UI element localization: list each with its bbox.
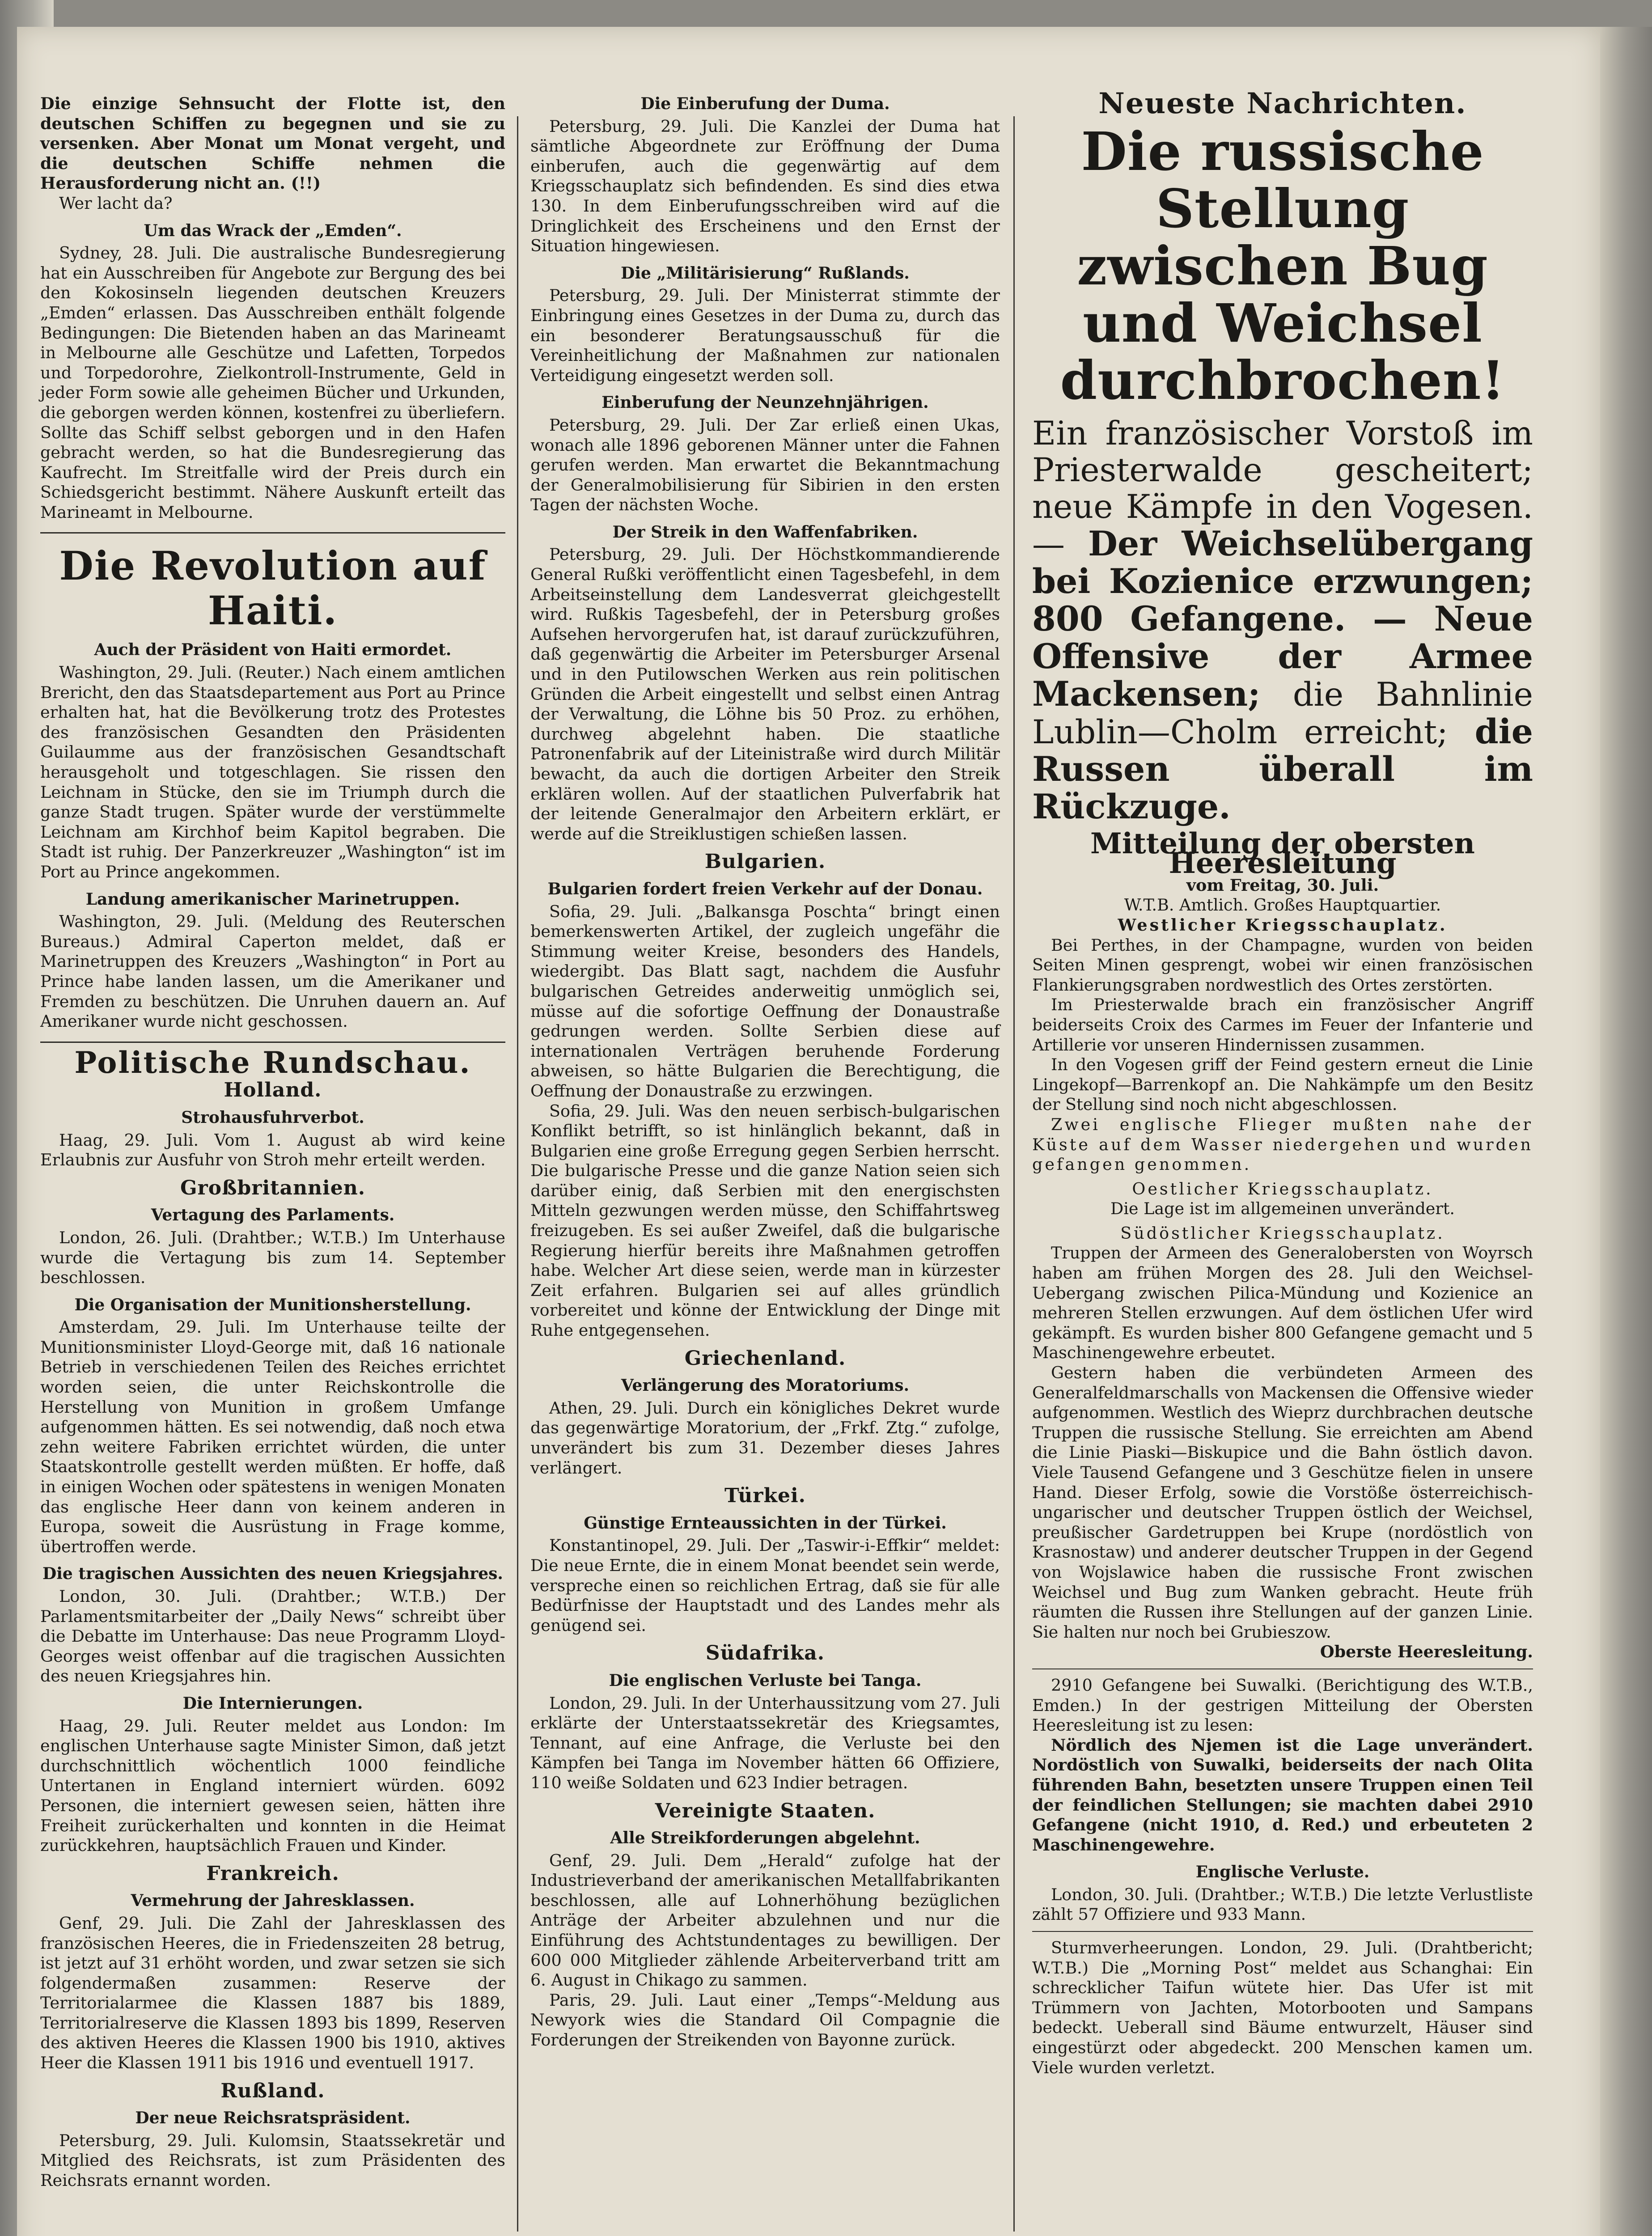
sturm-paragraph: Sturmverheerungen. London, 29. Juli. (Drahtbericht; W.T.B.) Die „Morning Post“ meldet aus Schanghai: Ein schrecklicher Taifun wütete hier. Das Ufer ist mit Trümmern von Jachten, Motorbooten und Sampans bedeckt. Ueberall sind Bäume entwurzelt, Häuser sind eingestürzt oder abgedeckt. 200 Menschen kamen um. Viele wurden verletzt. xyxy=(1032,1938,1533,2077)
scan-right-edge xyxy=(1600,27,1652,2236)
flieger-paragraph: Zwei englische Flieger mußten nahe der Küste auf dem Wasser niedergehen und wurden gefangen genommen. xyxy=(1032,1114,1533,1174)
intern-article: Haag, 29. Juli. Reuter meldet aus London: Im englischen Unterhause sagte Minister Simon, daß jetzt durchschnittlich wöchentlich 1000 feindliche Untertanen in England interniert würden. 6092 Personen, die interniert gewesen seien, hätten ihre Freiheit zurückerhalten und konnten in die Heimat zurückkehren, hauptsächlich Frauen und Kinder. xyxy=(40,1716,505,1855)
subhead-bold-2: die Russen überall im Rückzuge. xyxy=(1032,711,1533,826)
perthes-paragraph: Bei Perthes, in der Champagne, wurden von beiden Seiten Minen gesprengt, wobei wir einen französischen Flankierungsgraben nordwestlich des Ortes zerstörten. xyxy=(1032,935,1533,995)
vertagung-heading: Vertagung des Parlaments. xyxy=(151,1206,395,1225)
wtb-line: W.T.B. Amtlich. Großes Hauptquartier. xyxy=(1124,895,1441,915)
column-rule xyxy=(1013,116,1015,2232)
flotte-last-line: Wer lacht da? xyxy=(59,193,173,213)
mil-article: Petersburg, 29. Juli. Der Ministerrat stimmte der Einbringung eines Gesetzes in der Duma zu, durch das ein besonderer Beratungsausschuß für die Vereinheitlichung der Maßnahmen zur nationalen Verteidigung eingesetzt werden soll. xyxy=(530,286,1000,385)
ost-paragraph: Die Lage ist im allgemeinen unverändert. xyxy=(1110,1199,1455,1219)
duma-article: Petersburg, 29. Juli. Die Kanzlei der Duma hat sämtliche Abgeordnete zur Eröffnung der Duma einberufen, auch die gegenwärtig auf dem Kriegsschauplatz sich befindenden. Es sind dies etwa 130. In dem Einberufungsschreiben wird auf die Dringlichkeit des Erscheinens und den Ernst der Situation hingewiesen. xyxy=(530,116,1000,256)
emden-article: Sydney, 28. Juli. Die australische Bundesregierung hat ein Ausschreiben für Angebote zur Bergung des bei den Kokosinseln liegenden deutschen Kreuzers „Emden“ erlassen. Das Ausschreiben enthält folgende Bedingungen: Die Bietenden haben an das Marineamt in Melbourne alle Geschütze und Lafetten, Torpedos und Torpedorohre, Zielkontroll-Instrumente, Geld in jeder Form sowie alle geheimen Bücher und Urkunden, die geborgen werden können, kostenfrei zu überliefern. Sollte das Schiff selbst geborgen und in den Hafen gebracht werden, so hat die Bundesregierung das Kaufrecht. Im Streitfalle wird der Preis durch ein Schiedsgericht bestimmt. Nähere Auskunft erteilt das Marineamt in Melbourne. xyxy=(40,243,505,522)
heeres-date: vom Freitag, 30. Juli. xyxy=(1186,875,1379,895)
stroh-article: Haag, 29. Juli. Vom 1. August ab wird keine Erlaubnis zur Ausfuhr von Stroh mehr erteilt werden. xyxy=(40,1130,505,1170)
country-holland: Holland. xyxy=(224,1079,322,1102)
column-3 xyxy=(1032,87,1533,2078)
reichsrat-heading: Der neue Reichsratspräsident. xyxy=(135,2109,411,2128)
subhead-bold: Der Weichselübergang bei Kozienice erzwungen; 800 Gefangene. — Neue Offensive der Armee Mackensen; xyxy=(1032,523,1533,714)
subheadline xyxy=(1032,415,1533,826)
country-usa: Vereinigte Staaten. xyxy=(655,1799,876,1822)
priesterwald-paragraph: Im Priesterwalde brach ein französischer Angriff beiderseits Croix des Carmes im Feuer der Infanterie und Artillerie vor unseren Hindernissen zusammen. xyxy=(1032,995,1533,1054)
haiti-article: Washington, 29. Juli. (Reuter.) Nach einem amtlichen Brericht, den das Staatsdepartement aus Port au Prince erhalten hat, hat die Bevölkerung trotz des Protestes des französischen Gesandten den Präsidenten Guilaumme aus der französischen Gesandtschaft herausgeholt und totgeschlagen. Sie rissen den Leichnam in Stücke, den sie im Triumph durch die ganze Stadt trugen. Später wurde der verstümmelte Leichnam am Kirchhof beim Kapitol begraben. Die Stadt ist ruhig. Der Panzerkreuzer „Washington“ ist im Port au Prince angekommen. xyxy=(40,663,505,881)
column-rule xyxy=(517,116,518,2232)
streikford-heading: Alle Streikforderungen abgelehnt. xyxy=(610,1829,920,1848)
verluste-paragraph: London, 30. Juli. (Drahtber.; W.T.B.) Die letzte Verlustliste zählt 57 Offiziere und 933 Mann. xyxy=(1032,1885,1533,1924)
streikford-article: Genf, 29. Juli. Dem „Herald“ zufolge hat der Industrieverband der amerikanischen Metallfabrikanten beschlossen, alle auf Lohnerhöhung bezüglichen Anträge der Arbeiter abzulehnen und nur die Einführung des Achtstundentages zu bewilligen. Der 600 000 Mitglieder zählende Arbeiterverband tritt am 6. August in Chikago zu sammen. xyxy=(530,1851,1000,1990)
tanga-heading: Die englischen Verluste bei Tanga. xyxy=(609,1671,922,1690)
mackensen-paragraph: Gestern haben die verbündeten Armeen des Generalfeldmarschalls von Mackensen die Offensive wieder aufgenommen. Westlich des Wieprz durchbrachen deutsche Truppen die russische Stellung. Sie erreichten am Abend die Linie Piaski—Biskupice und die Bahn östlich davon. Viele Tausend Gefangene und 3 Geschütze fielen in unsere Hand. Dieser Erfolg, sowie die Vorstöße österreichisch-ungarischer und deutscher Truppen östlich der Weichsel, preußischer Gardetruppen bei Krupe (nordöstlich von Krasnostaw) und anderer deutscher Truppen in der Gegend von Wojslawice haben die russische Front zwischen Weichsel und Bug zum Wanken gebracht. Heute früh räumten die Russen ihre Stellungen auf der ganzen Linie. Sie halten nur noch bei Grubieszow. xyxy=(1032,1363,1533,1642)
donau-article: Sofia, 29. Juli. „Balkansga Poschta“ bringt einen bemerkenswerten Artikel, der zugleich ungefähr die Stimmung weiter Kreise, besonders des Handels, wiedergibt. Das Blatt sagt, nachdem die Ausfuhr bulgarischen Getreides anderweitig unmöglich sei, müsse auf die sofortige Oeffnung der Donaustraße gedrungen werden. Sollte Serbien diese auf internationalen Verträgen beruhende Forderung abweisen, so hätte Bulgarien die Berechtigung, die Oeffnung der Donaustraße zu erzwingen. xyxy=(530,902,1000,1101)
country-russland: Rußland. xyxy=(220,2079,325,2102)
rundschau-heading: Politische Rundschau. xyxy=(74,1045,471,1080)
country-suedafrika: Südafrika. xyxy=(705,1642,825,1665)
jahresklassen-heading: Vermehrung der Jahresklassen. xyxy=(131,1891,415,1910)
main-headline: Die russische Stellung zwischen Bug und Weichsel durchbrochen! xyxy=(1060,120,1505,411)
vertagung-article: London, 26. Juli. (Drahtber.; W.T.B.) Im Unterhause wurde die Vertagung bis zum 14. September beschlossen. xyxy=(40,1228,505,1287)
moratorium-article: Athen, 29. Juli. Durch ein königliches Dekret wurde das gegenwärtige Moratorium, der „Frkf. Ztg.“ zufolge, unverändert bis zum 31. Dezember dieses Jahres verlängert. xyxy=(530,1398,1000,1478)
country-frankreich: Frankreich. xyxy=(206,1862,339,1885)
suwalki-paragraph: 2910 Gefangene bei Suwalki. (Berichtigung des W.T.B., Emden.) In der gestrigen Mitteilung der Obersten Heeresleitung ist zu lesen: xyxy=(1032,1675,1533,1735)
ernte-article: Konstantinopel, 29. Juli. Der „Taswir-i-Effkir“ meldet: Die neue Ernte, die in einem Monat beendet sein werde, verspreche einen so reichlichen Ertrag, daß sie für alle Bedürfnisse der Hauptstadt und des Landes mehr als genügend sei. xyxy=(530,1536,1000,1635)
country-bulgarien: Bulgarien. xyxy=(704,850,826,873)
munition-article: Amsterdam, 29. Juli. Im Unterhause teilte der Munitionsminister Lloyd-George mit, daß 16 nationale Betrieb in verschiedenen Teilen des Reiches errichtet worden seien, die unter Reichskontrolle die Herstellung von Munition in großem Umfange aufgenommen hätten. Es sei notwendig, daß noch etwa zehn weitere Fabriken errichtet würden, die unter Staatskontrolle gestellt werden müßten. Er hoffe, daß in einigen Wochen oder spätestens in wenigen Monaten das englische Heer dann von keinem anderen in Europa, soweit die Ausrüstung in Frage komme, übertroffen werde. xyxy=(40,1317,505,1556)
neunzehn-heading: Einberufung der Neunzehnjährigen. xyxy=(601,393,929,412)
divider xyxy=(40,532,505,534)
haiti-subheading: Auch der Präsident von Haiti ermordet. xyxy=(94,640,452,660)
duma-heading: Die Einberufung der Duma. xyxy=(640,94,890,113)
woyrsch-paragraph: Truppen der Armeen des Generalobersten von Woyrsch haben am frühen Morgen des 28. Juli den Weichsel-Uebergang zwischen Pilica-Mündung und Kozienice an mehreren Stellen erzwungen. Auf dem östlichen Ufer wird gekämpft. Es wurden bisher 800 Gefangene gemacht und 5 Maschinengewehre erbeutet. xyxy=(1032,1243,1533,1363)
suwalki-quote: Nördlich des Njemen ist die Lage unverändert. Nordöstlich von Suwalki, beiderseits der nach Olita führenden Bahn, besetzten unsere Truppen einen Teil der feindlichen Stellungen; sie machten dabei 2910 Gefangene (nicht 1910, d. Red.) und erbeuteten 2 Maschinengewehre. xyxy=(1032,1735,1533,1855)
munition-heading: Die Organisation der Munitionsherstellung. xyxy=(74,1295,471,1314)
ost-heading: Oestlicher Kriegsschauplatz. xyxy=(1132,1179,1433,1198)
verluste-heading: Englische Verluste. xyxy=(1195,1863,1370,1882)
neueste-heading: Neueste Nachrichten. xyxy=(1098,87,1467,120)
neunzehn-article: Petersburg, 29. Juli. Der Zar erließ einen Ukas, wonach alle 1896 geborenen Männer unter die Fahnen gerufen werden. Man erwartet die Bekanntmachung der Generalmobilisierung für Sibirien in den ersten Tagen der nächsten Woche. xyxy=(530,415,1000,515)
marine-heading: Landung amerikanischer Marinetruppen. xyxy=(85,889,460,909)
tanga-article: London, 29. Juli. In der Unterhaussitzung vom 27. Juli erklärte der Unterstaatssekretär des Kriegsamtes, Tennant, auf eine Anfrage, die Verluste bei den Kämpfen bei Tanga im November hätten 66 Offiziere, 110 weiße Soldaten und 623 Indier betragen. xyxy=(530,1693,1000,1792)
column-2 xyxy=(530,94,1000,2050)
suedost-heading: Südöstlicher Kriegsschauplatz. xyxy=(1120,1223,1445,1243)
divider xyxy=(40,1042,505,1043)
moratorium-heading: Verlängerung des Moratoriums. xyxy=(621,1376,910,1395)
country-tuerkei: Türkei. xyxy=(724,1484,806,1508)
newspaper-page xyxy=(17,27,1600,2236)
aussichten-article: London, 30. Juli. (Drahtber.; W.T.B.) Der Parlamentsmitarbeiter der „Daily News“ schreibt über die Debatte im Unterhause: Das neue Programm Lloyd-Georges weist offenbar auf die tragischen Aussichten des neuen Kriegsjahres hin. xyxy=(40,1587,505,1686)
streik-heading: Der Streik in den Waffenfabriken. xyxy=(612,522,918,542)
intern-heading: Die Internierungen. xyxy=(182,1694,363,1713)
heeres-heading: Mitteilung der obersten Heeresleitung xyxy=(1090,826,1475,881)
divider xyxy=(1032,1931,1533,1932)
jahresklassen-article: Genf, 29. Juli. Die Zahl der Jahresklassen des französischen Heeres, die in Friedenszeiten 28 betrug, ist jetzt auf 31 erhöht worden, und zwar setzen sie sich folgendermaßen zusammen: Reserve der Territorialarmee die Klassen 1887 bis 1889, Territorialreserve die Klassen 1893 bis 1899, Reserven des aktiven Heeres die Klassen 1900 bis 1910, aktives Heer die Klassen 1911 bis 1916 und eventuell 1917. xyxy=(40,1913,505,2073)
donau-heading: Bulgarien fordert freien Verkehr auf der Donau. xyxy=(547,879,983,898)
stroh-heading: Strohausfuhrverbot. xyxy=(181,1108,364,1127)
country-griechenland: Griechenland. xyxy=(684,1347,846,1370)
streik-article: Petersburg, 29. Juli. Der Höchstkommandierende General Rußki veröffentlicht einen Tagesbefehl, in dem Arbeitseinstellung dem Landesverrat gleichgestellt wird. Rußkis Tagesbefehl, der in Petersburg großes Aufsehen hervorgerufen hat, ist darauf zurückzuführen, daß gegenwärtig die Arbeiter im Petersburger Arsenal und in den Putilowschen Werken aus rein politischen Gründen die Arbeit eingestellt und selbst einen Antrag der Verwaltung, die Löhne bis 50 Proz. zu erhöhen, durchweg abgelehnt haben. Die staatliche Patronenfabrik auf der Liteinistraße wird durch Militär bewacht, da auch die dortigen Arbeiter den Streik erklären wollen. Auf der staatlichen Pulverfabrik hat der leitende Generalmajor den Arbeitern erklärt, er werde auf die Streiklustigen schießen lassen. xyxy=(530,545,1000,843)
haiti-headline: Die Revolution auf Haiti. xyxy=(59,542,487,634)
column-1 xyxy=(40,94,505,2191)
flotte-paragraph: Die einzige Sehnsucht der Flotte ist, den deutschen Schiffen zu begegnen und sie zu versenken. Aber Monat um Monat vergeht, und die deutschen Schiffe nehmen die Herausforderung nicht an. (!!) xyxy=(40,94,505,193)
subhead-plain-2: die Bahnlinie Lublin—Cholm erreicht; xyxy=(1032,675,1533,751)
emden-heading: Um das Wrack der „Emden“. xyxy=(144,221,402,240)
ernte-heading: Günstige Ernteaussichten in der Türkei. xyxy=(584,1513,947,1533)
subhead-plain: Ein französischer Vorstoß im Priesterwalde gescheitert; neue Kämpfe in den Vogesen. — xyxy=(1032,414,1533,563)
paris-article: Paris, 29. Juli. Laut einer „Temps“-Meldung aus Newyork wies die Standard Oil Compagnie die Forderungen der Streikenden von Bayonne zurück. xyxy=(530,1990,1000,2050)
signature: Oberste Heeresleitung. xyxy=(1320,1642,1533,1662)
reichsrat-article: Petersburg, 29. Juli. Kulomsin, Staatssekretär und Mitglied des Reichsrats, ist zum Präsidenten des Reichsrats ernannt worden. xyxy=(40,2130,505,2190)
marine-article: Washington, 29. Juli. (Meldung des Reuterschen Bureaus.) Admiral Caperton meldet, daß er Marinetruppen des Kreuzers „Washington“ in Port au Prince habe landen lassen, um die Amerikaner und Fremden zu beschützen. Die Unruhen dauern an. Auf Amerikaner wurde nicht geschossen. xyxy=(40,912,505,1031)
west-heading: Westlicher Kriegsschauplatz. xyxy=(1118,915,1448,935)
aussichten-heading: Die tragischen Aussichten des neuen Kriegsjahres. xyxy=(42,1564,503,1584)
country-gb: Großbritannien. xyxy=(180,1176,366,1199)
sofia-article: Sofia, 29. Juli. Was den neuen serbisch-bulgarischen Konflikt betrifft, so ist hinlänglich bekannt, daß in Bulgarien eine große Erregung gegen Serbien herrscht. Die bulgarische Presse und die ganze Nation seien sich darüber einig, daß Serbien mit den energischsten Mitteln gezwungen werden müsse, den Schiffahrtsweg freizugeben. Es sei außer Zweifel, daß die bulgarische Regierung hierfür bereits ihre Maßnahmen getroffen habe. Welcher Art diese seien, werde man in kürzester Zeit erfahren. Bulgarien sei auf alles gründlich vorbereitet und könne der Entwicklung der Dinge mit Ruhe entgegensehen. xyxy=(530,1101,1000,1340)
vogesen-paragraph: In den Vogesen griff der Feind gestern erneut die Linie Lingekopf—Barrenkopf an. Die Nahkämpfe um den Besitz der Stellung sind noch nicht abgeschlossen. xyxy=(1032,1055,1533,1114)
mil-heading: Die „Militärisierung“ Rußlands. xyxy=(621,263,910,283)
